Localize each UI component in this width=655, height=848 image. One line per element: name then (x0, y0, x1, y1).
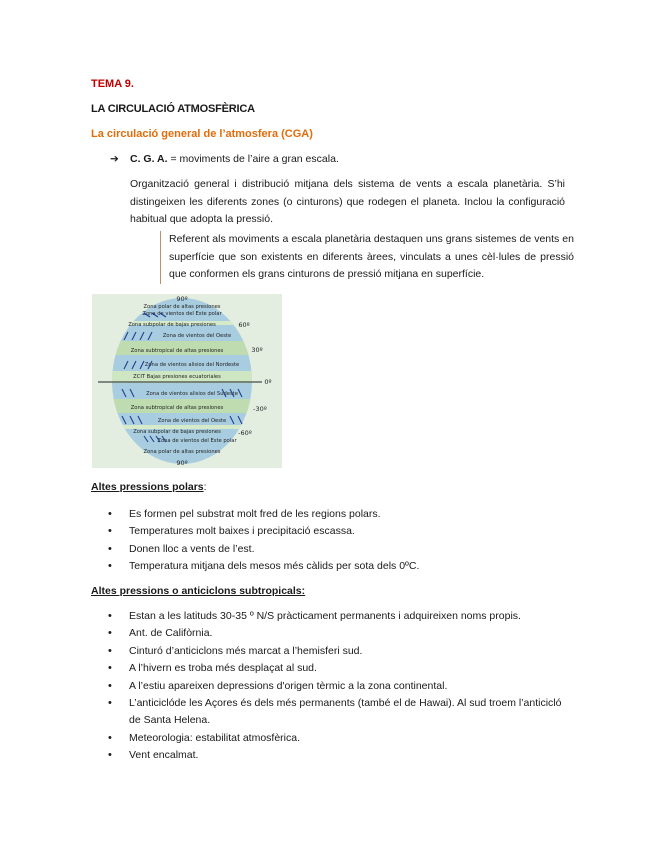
list-item: • A l’hivern es troba més desplaçat al sud. (105, 660, 575, 677)
topic-number: TEMA 9. (91, 78, 134, 90)
lat-60-south: -60º (238, 429, 252, 437)
list-item: • Ant. de Califòrnia. (105, 625, 575, 642)
section-subtropical-heading: Altes pressions o anticiclons subtropicals: (91, 585, 306, 597)
list-item: • Donen lloc a vents de l’est. (105, 541, 575, 558)
lat-0: 0º (264, 378, 272, 386)
zone-subpolar-low-south: Zona subpolar de bajas presiones (133, 429, 221, 435)
circulation-diagram (92, 294, 282, 468)
zone-westerlies-south: Zona de vientos del Oeste (157, 418, 227, 424)
zone-polar-high-north: Zona polar de altas presiones (143, 304, 221, 310)
list-item: • Temperatures molt baixes i precipitació escassa. (105, 523, 575, 540)
arrow-right-icon: ➔ (110, 153, 119, 165)
definition-term: C. G. A. (130, 153, 168, 165)
list-item: • Cinturó d’anticiclons més marcat a l’hemisferi sud. (105, 643, 575, 660)
zone-westerlies-north: Zona de vientos del Oeste (162, 333, 232, 339)
lat-90-south: 90º (176, 459, 188, 467)
section-polar-colon: : (203, 481, 207, 493)
list-item: • Estan a les latituds 30-35 º N/S pràcticament permanents i adquireixen noms propis. (105, 608, 575, 625)
zone-se-trades: Zona de vientos alisios del Sudeste (146, 391, 238, 397)
polar-list (105, 506, 575, 576)
zone-ne-trades: Zona de vientos alisios del Nordeste (144, 362, 240, 368)
lat-30-north: 30º (251, 346, 263, 354)
list-item: • Vent encalmat. (105, 747, 575, 764)
list-item: • Es formen pel substrat molt fred de les regions polars. (105, 506, 575, 523)
zone-subpolar-low-north: Zona subpolar de bajas presiones (128, 322, 216, 328)
list-item: • L’anticiclóde les Açores és dels més permanents (també el de Hawai). Al sud troem l’anticicló de Santa Helena. (105, 695, 575, 730)
lat-30-south: -30º (253, 405, 267, 413)
zone-polar-high-south: Zona polar de altas presiones (143, 449, 221, 455)
section-subtitle: La circulació general de l’atmosfera (CGA) (91, 128, 313, 140)
section-polar-heading (91, 481, 207, 493)
intro-paragraph: Organització general i distribució mitjana dels sistema de vents a escala planetària. S’hi distingeixen les diferents zones (o cinturons) que rodegen el planeta. Inclou la configuració habitual que adopta la pressió. (130, 178, 565, 225)
list-item: • Meteorologia: estabilitat atmosfèrica. (105, 730, 575, 747)
zone-subtropical-high-south: Zona subtropical de altas presiones (130, 405, 224, 411)
zone-itcz: ZCIT Bajas presiones ecuatoriales (133, 374, 221, 380)
zone-polar-easterlies-north: Zona de vientos del Este polar (142, 311, 222, 317)
quote-paragraph: Referent als moviments a escala planetària destaquen uns grans sistemes de vents en superfície que son existents en diferents àrees, vinculats a unes cèl·lules de pressió que conformen els grans cinturons de pressió mitjana en superfície. (160, 231, 574, 284)
definition-line (110, 153, 339, 165)
section-polar-title: Altes pressions polars (91, 481, 204, 493)
list-item: • Temperatura mitjana dels mesos més càlids per sota dels 0ºC. (105, 558, 575, 575)
subtropical-list (105, 608, 575, 765)
zone-polar-easterlies-south: Zona de vientos del Este polar (157, 438, 237, 444)
zone-subtropical-high-north: Zona subtropical de altas presiones (130, 348, 224, 354)
lat-90-north: 90º (176, 295, 188, 303)
document-title: LA CIRCULACIÓ ATMOSFÈRICA (91, 103, 255, 115)
lat-60-north: 60º (238, 321, 250, 329)
definition-text: = moviments de l’aire a gran escala. (167, 153, 339, 165)
list-item: • A l’estiu apareixen depressions d'origen tèrmic a la zona continental. (105, 678, 575, 695)
